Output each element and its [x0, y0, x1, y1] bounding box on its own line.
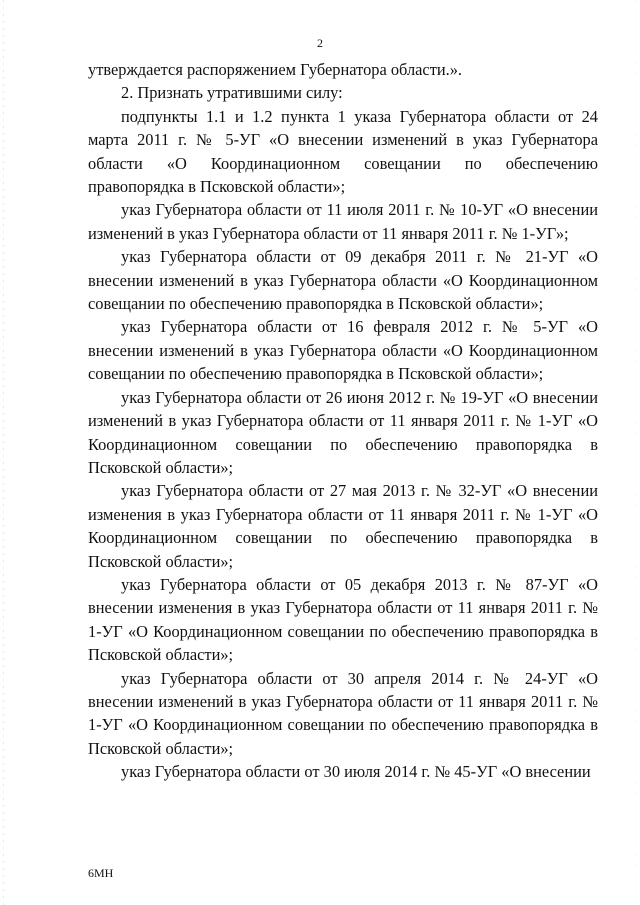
paragraph: указ Губернатора области от 11 июля 2011 г. № 10-УГ «О внесении изменений в указ Губернатора области от 11 января 2011 г. № 1-УГ»;	[88, 200, 598, 243]
paragraph: указ Губернатора области от 26 июня 2012 г. № 19-УГ «О внесении изменений в указ Губернатора области от 11 января 2011 г. № 1-УГ «О Координационном совещании по обеспечению правопорядка в Псковской области»;	[88, 387, 598, 477]
paragraph: 2. Признать утратившими силу:	[121, 83, 343, 103]
paragraph: утверждается распоряжением Губернатора области.».	[88, 60, 463, 79]
page-number: 2	[317, 36, 323, 50]
paragraph: указ Губернатора области от 09 декабря 2011 г. № 21-УГ «О внесении изменений в указ Губернатора области «О Координационном совещании по обеспечению правопорядка в Псковской области»;	[88, 247, 598, 314]
paragraph: указ Губернатора области от 16 февраля 2012 г. № 5-УГ «О внесении изменений в указ Губернатора области «О Координационном совещании по обеспечению правопорядка в Псковской области»;	[88, 317, 598, 384]
paragraph: указ Губернатора области от 30 июля 2014 г. № 45-УГ «О внесении	[121, 762, 591, 782]
scan-edge-right	[636, 0, 637, 905]
scan-edge-left	[3, 0, 4, 905]
document-body	[88, 58, 598, 784]
paragraph: подпункты 1.1 и 1.2 пункта 1 указа Губернатора области от 24 марта 2011 г. № 5-УГ «О внесении изменений в указ Губернатора области «О Координационном совещании по обеспечению правопорядка в Псковской области»;	[88, 106, 598, 197]
paragraph: указ Губернатора области от 05 декабря 2013 г. № 87-УГ «О внесении изменения в указ Губернатора области от 11 января 2011 г. № 1-УГ «О Координационном совещании по обеспечению правопорядка в Псковской области»;	[88, 574, 598, 665]
footer-code: 6МН	[88, 866, 114, 880]
paragraph: указ Губернатора области от 30 апреля 2014 г. № 24-УГ «О внесении изменений в указ Губернатора области от 11 января 2011 г. № 1-УГ «О Координационном совещании по обеспечению правопорядка в Псковской области»;	[88, 668, 598, 758]
paragraph: указ Губернатора области от 27 мая 2013 г. № 32-УГ «О внесении изменения в указ Губернатора области от 11 января 2011 г. № 1-УГ «О Координационном совещании по обеспечению правопорядка в Псковской области»;	[88, 481, 598, 571]
